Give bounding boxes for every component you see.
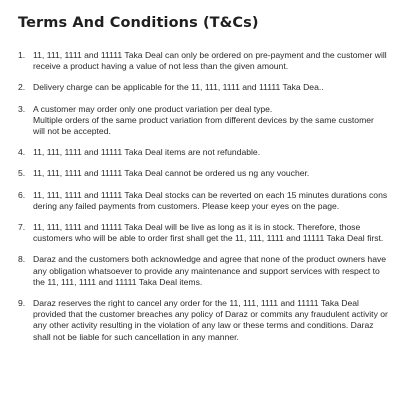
term-text: Daraz reserves the right to cancel any order for the 11, 111, 1111 and 11111 Taka Deal provided that the customer breaches any policy of Daraz or commits any fraudulent activity or any other activity resulting in the violation of any law or these terms and conditions. Daraz shall not be liable for such cancellation in any manner. <box>33 298 388 342</box>
term-number: 6. <box>18 189 26 200</box>
term-text: 11, 111, 1111 and 11111 Taka Deal items are not refundable. <box>33 147 261 158</box>
term-text: A customer may order only one product variation per deal type. Multiple orders of the same product variation from different devices by the same customer will not be accepted. <box>33 103 374 137</box>
term-number: 7. <box>18 222 26 233</box>
term-text: 11, 111, 1111 and 11111 Taka Deal stocks can be reverted on each 15 minutes durations cons dering any failed payments from customers. Please keep your eyes on the page. <box>33 189 388 211</box>
terms-list <box>18 50 388 343</box>
term-number: 9. <box>18 298 26 309</box>
term-number: 3. <box>18 103 26 114</box>
term-item-6 <box>18 190 388 212</box>
term-item-5 <box>18 168 388 179</box>
term-text: Daraz and the customers both acknowledge and agree that none of the product owners have any obligation whatsoever to provide any maintenance and support services with respect to the 11, 111, 1111 and 11111 Taka Deal items. <box>33 254 387 287</box>
term-number: 8. <box>18 254 26 265</box>
term-item-4 <box>18 147 388 158</box>
term-number: 2. <box>18 82 26 93</box>
term-item-9 <box>18 298 388 343</box>
term-text: Delivery charge can be applicable for the 11, 111, 1111 and 11111 Taka Dea.. <box>33 82 324 93</box>
page-title: Terms And Conditions (T&Cs) <box>18 15 259 31</box>
term-text: 11, 111, 1111 and 11111 Taka Deal can only be ordered on pre-payment and the customer will receive a product having a value of not less than the given amount. <box>33 50 387 72</box>
term-number: 5. <box>18 168 26 179</box>
term-item-1 <box>18 50 388 72</box>
term-number: 1. <box>18 50 26 60</box>
term-number: 4. <box>18 147 26 158</box>
term-item-7 <box>18 222 388 244</box>
term-item-2 <box>18 82 388 93</box>
term-item-8 <box>18 254 388 288</box>
term-item-3 <box>18 104 388 138</box>
term-text: 11, 111, 1111 and 11111 Taka Deal will be live as long as it is in stock. Therefore, those customers who will be able to order first shall get the 11, 111, 1111 and 11111 Taka Deal first. <box>33 222 384 244</box>
term-text: 11, 111, 1111 and 11111 Taka Deal cannot be ordered us ng any voucher. <box>33 168 310 179</box>
